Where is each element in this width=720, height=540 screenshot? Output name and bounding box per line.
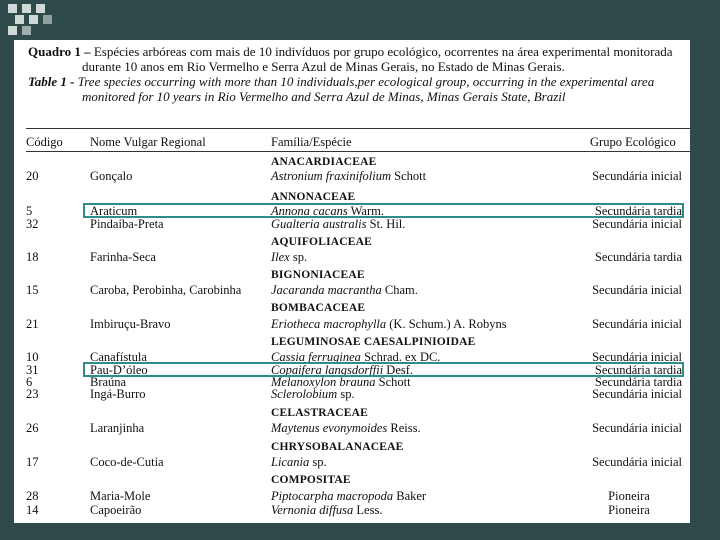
row-ecological-group: Secundária tardia <box>594 363 682 377</box>
row-code: 18 <box>26 250 39 264</box>
species-author: sp. <box>337 387 355 401</box>
species-name: Maytenus evonymoides <box>271 421 388 435</box>
row-species <box>271 504 382 517</box>
species-author: Schott <box>375 375 411 389</box>
species-name: Jacaranda macrantha <box>271 283 382 297</box>
highlight-box-araticum <box>83 203 684 218</box>
species-name: Vernonia diffusa <box>271 503 354 517</box>
header-family: Família/Espécie <box>271 135 352 149</box>
row-species <box>271 456 327 469</box>
species-name: Ilex <box>271 250 290 264</box>
header-group: Grupo Ecológico <box>590 135 676 149</box>
row-ecological-group: Pioneira <box>608 489 650 503</box>
row-common-name: Capoeirão <box>90 503 142 517</box>
row-common-name: Imbiruçu-Bravo <box>90 317 171 331</box>
family-heading: BIGNONIACEAE <box>271 269 365 281</box>
caption-en-line1: Table 1 - Tree species occurring with more than 10 individuals,per ecological group, occurring in the experimental area <box>28 74 655 89</box>
row-code: 32 <box>26 217 39 231</box>
row-species <box>271 388 355 401</box>
header-name: Nome Vulgar Regional <box>90 135 206 149</box>
row-code: 26 <box>26 421 39 435</box>
row-code: 14 <box>26 503 39 517</box>
species-name: Copaifera langsdorffii <box>271 363 384 377</box>
row-ecological-group: Secundária inicial <box>592 317 682 331</box>
row-code: 17 <box>26 455 39 469</box>
row-common-name: Ingá-Burro <box>90 387 146 401</box>
species-author: Less. <box>353 503 383 517</box>
caption-pt-line2: durante 10 anos em Rio Vermelho e Serra Azul de Minas Gerais, no Estado de Minas Gerais. <box>82 59 565 74</box>
row-ecological-group: Secundária tardia <box>594 250 682 264</box>
family-heading: ANACARDIACEAE <box>271 156 377 168</box>
row-code: 15 <box>26 283 39 297</box>
document-page <box>14 40 690 523</box>
header-code: Código <box>26 135 63 149</box>
row-ecological-group: Pioneira <box>608 503 650 517</box>
row-species <box>271 318 507 331</box>
family-heading: CHRYSOBALANACEAE <box>271 441 404 453</box>
row-ecological-group: Secundária inicial <box>592 350 682 364</box>
caption-en-line2: monitored for 10 years in Rio Vermelho and Serra Azul de Minas, Minas Gerais State, Brazil <box>82 89 566 104</box>
species-name: Sclerolobium <box>271 387 338 401</box>
table-top-rule <box>26 128 690 129</box>
species-author: Schott <box>391 169 427 183</box>
family-heading: ANNONACEAE <box>271 191 356 203</box>
row-species <box>271 490 426 503</box>
row-common-name: Coco-de-Cutia <box>90 455 164 469</box>
family-heading: CELASTRACEAE <box>271 407 368 419</box>
species-name: Annona cacans <box>271 204 348 218</box>
row-common-name: Braúna <box>90 375 127 389</box>
species-name: Melanoxylon brauna <box>271 375 376 389</box>
species-name: Licania <box>271 455 310 469</box>
species-author: St. Hil. <box>366 217 406 231</box>
family-heading: COMPOSITAE <box>271 474 351 486</box>
row-ecological-group: Secundária inicial <box>592 387 682 401</box>
row-species <box>271 170 426 183</box>
species-name: Gualteria australis <box>271 217 367 231</box>
row-code: 10 <box>26 350 39 364</box>
species-name: Piptocarpha macropoda <box>271 489 394 503</box>
row-ecological-group: Secundária inicial <box>592 169 682 183</box>
species-author: Warm. <box>347 204 384 218</box>
species-author: Cham. <box>381 283 418 297</box>
species-name: Astronium fraxinifolium <box>271 169 392 183</box>
row-species <box>271 251 307 264</box>
row-common-name: Maria-Mole <box>90 489 151 503</box>
row-common-name: Caroba, Perobinha, Carobinha <box>90 283 242 297</box>
species-author: (K. Schum.) A. Robyns <box>386 317 507 331</box>
species-name: Cassia ferruginea <box>271 350 361 364</box>
species-author: Schrad. ex DC. <box>360 350 441 364</box>
row-species <box>271 284 418 297</box>
row-code: 5 <box>26 204 33 218</box>
row-common-name: Pau-D’óleo <box>90 363 148 377</box>
row-common-name: Gonçalo <box>90 169 133 183</box>
row-common-name: Araticum <box>90 204 138 218</box>
row-code: 20 <box>26 169 39 183</box>
row-ecological-group: Secundária tardia <box>594 375 682 389</box>
row-ecological-group: Secundária inicial <box>592 217 682 231</box>
row-species <box>271 422 421 435</box>
row-common-name: Laranjinha <box>90 421 145 435</box>
species-author: Baker <box>393 489 427 503</box>
species-author: Desf. <box>383 363 414 377</box>
species-author: Reiss. <box>387 421 421 435</box>
species-author: sp. <box>289 250 308 264</box>
row-code: 23 <box>26 387 39 401</box>
row-ecological-group: Secundária inicial <box>592 455 682 469</box>
row-code: 21 <box>26 317 39 331</box>
species-name: Eriotheca macrophylla <box>271 317 387 331</box>
species-author: sp. <box>309 455 327 469</box>
row-species <box>271 218 405 231</box>
caption-pt-line1: Quadro 1 – Espécies arbóreas com mais de 10 indivíduos por grupo ecológico, ocorrentes na área experimental monitorada <box>28 44 673 59</box>
family-heading: LEGUMINOSAE CAESALPINIOIDAE <box>271 336 476 348</box>
row-common-name: Farinha-Seca <box>90 250 156 264</box>
row-code: 6 <box>26 375 33 389</box>
row-ecological-group: Secundária inicial <box>592 283 682 297</box>
corner-decoration <box>0 0 100 40</box>
family-heading: AQUIFOLIACEAE <box>271 236 373 248</box>
row-ecological-group: Secundária tardia <box>594 204 682 218</box>
table-header-rule <box>26 151 690 152</box>
row-common-name: Pindaíba-Preta <box>90 217 164 231</box>
row-code: 31 <box>26 363 39 377</box>
family-heading: BOMBACACEAE <box>271 302 366 314</box>
highlight-box-pau-doleo <box>83 362 684 377</box>
row-ecological-group: Secundária inicial <box>592 421 682 435</box>
row-code: 28 <box>26 489 39 503</box>
row-common-name: Canafístula <box>90 350 147 364</box>
